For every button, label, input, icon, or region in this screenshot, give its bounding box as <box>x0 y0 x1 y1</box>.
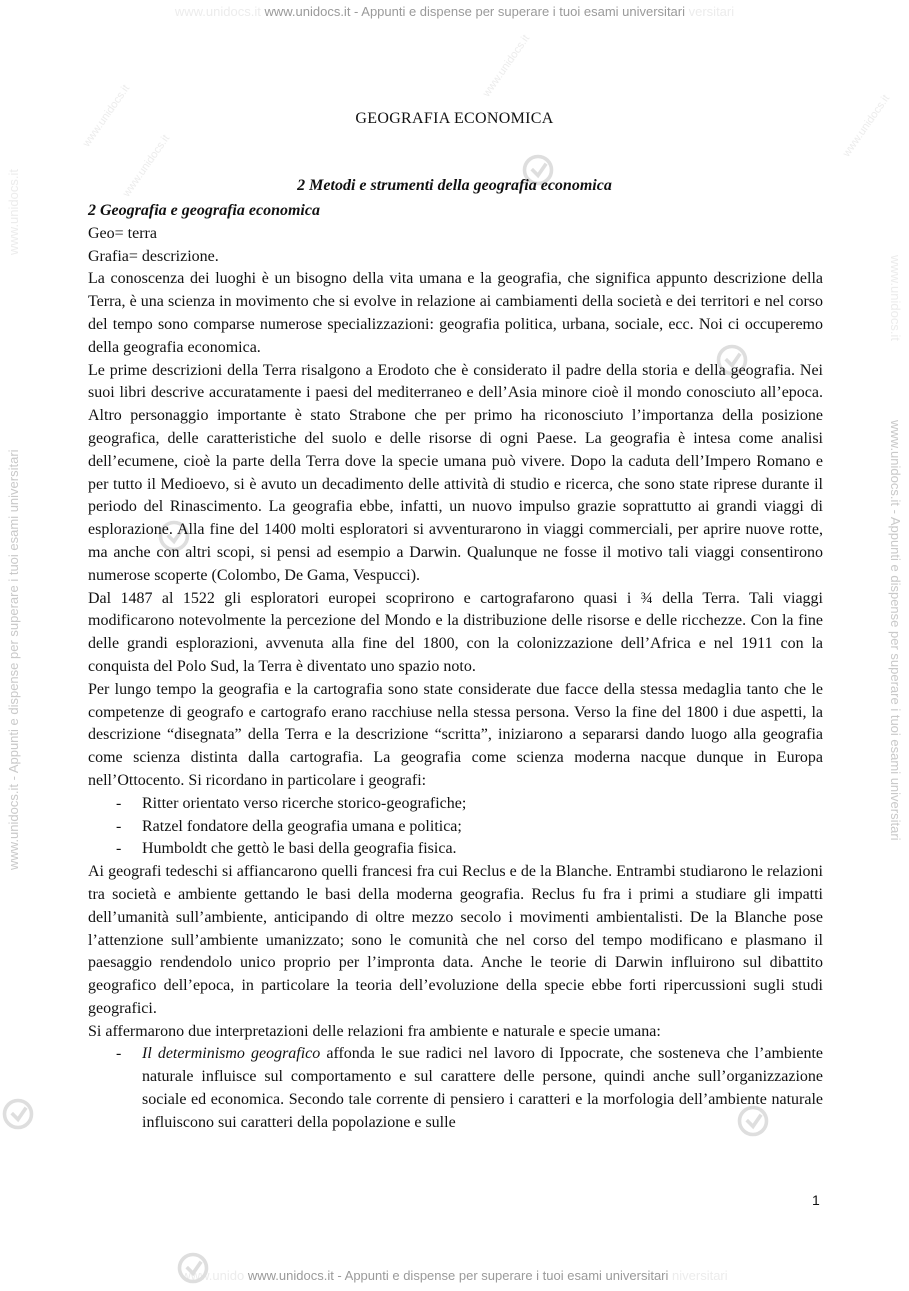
page-number: 1 <box>812 1192 820 1208</box>
paragraph: Dal 1487 al 1522 gli esploratori europei scoprirono e cartografarono quasi i ¾ della Terra. Tali viaggi modificarono notevolmente la percezione del Mondo e la distribuzione delle risorse e delle ricchezze. Con la fine delle grandi esplorazioni, avvenuta alla fine del 1800, con la colonizzazione dell’Africa e nel 1911 con la conquista del Polo Sud, la Terra è diventato uno spazio noto. <box>88 589 823 675</box>
list-item-text: affonda le sue radici nel lavoro di Ippocrate, che sosteneva che l’ambiente naturale influisce sul comportamento e sul carattere delle persone, quindi anche sull’organizzazione sociale ed economica. Secondo tale corrente di pensiero i caratteri e la morfologia dell’ambiente naturale influiscono sui caratteri della popolazione e sulle <box>142 1045 823 1131</box>
list-item-term: Il determinismo geografico <box>142 1045 321 1063</box>
watermark-footer <box>0 1268 909 1283</box>
watermark-left-side: www.unidocs.it - Appunti e dispense per superare i tuoi esami universitari <box>6 449 21 870</box>
watermark-diagonal: www.unidocs.it <box>480 32 533 100</box>
paragraph: Le prime descrizioni della Terra risalgono a Erodoto che è considerato il padre della storia e della geografia. Nei suoi libri descrive accuratamente i paesi del mediterraneo e dell’Asia minore cioè il mondo conosciuto all’epoca. Altro personaggio importante è stato Strabone che per primo ha riconosciuto l’importanza della posizione geografica, delle caratteristiche del suolo e delle risorse di ogni Paese. La geografia è intesa come analisi dell’ecumene, cioè la parte della Terra dove la specie umana può vivere. Dopo la caduta dell’Impero Romano e per tutto il Medioevo, si è avuto un decadimento delle attività di studio e ricerca, che sono state riprese durante il periodo del Rinascimento. La geografia ebbe, infatti, un nuovo impulso grazie soprattutto ai grandi viaggi di esplorazione. Alla fine del 1400 molti esploratori si avventurarono in viaggi commerciali, per aprire nuove rotte, ma anche con altri scopi, si pensi ad esempio a Darwin. Qualunque ne fosse il motivo tali viaggi consentirono numerose scoperte (Colombo, De Gama, Vespucci). <box>88 361 823 584</box>
watermark-ghost-right: versitari <box>688 4 735 19</box>
watermark-right-side: www.unidocs.it - Appunti e dispense per superare i tuoi esami universitari <box>888 420 903 841</box>
unidocs-logo-icon <box>0 1096 36 1132</box>
list-item <box>88 816 823 839</box>
paragraph: Ai geografi tedeschi si affiancarono quelli francesi fra cui Reclus e de la Blanche. Entrambi studiarono le relazioni tra società e ambiente gettando le basi della moderna geografia. Reclus fu fra i primi a studiare gli impatti dell’umanità sull’ambiente, anticipando di oltre mezzo secolo i movimenti ambientalisti. De la Blanche pose l’attenzione sull’ambiente umanizzato; sono le comunità che nel corso del tempo modificano e plasmano il paesaggio rendendolo unico proprio per l’impronta data. Anche le teorie di Darwin influirono sul dibattito geografico dell’epoca, in particolare la teoria dell’evoluzione della specie ebbe forti ripercussioni sugli studi geografici. <box>88 863 823 1017</box>
paragraph: La conoscenza dei luoghi è un bisogno della vita umana e la geografia, che significa appunto descrizione della Terra, è una scienza in movimento che si evolve in relazione ai cambiamenti della società e dei territori e nel corso del tempo sono comparse numerose specializzazioni: geografia politica, urbana, sociale, ecc. Noi ci occuperemo della geografia economica. <box>88 270 823 356</box>
document-title: GEOGRAFIA ECONOMICA <box>355 110 554 127</box>
definition-grafia: Grafia= descrizione. <box>88 247 219 265</box>
watermark-left-ghost: www.unidocs.it <box>6 169 21 255</box>
section-heading: 2 Geografia e geografia economica <box>88 202 320 219</box>
list-item <box>88 838 823 861</box>
list-item <box>88 1043 823 1134</box>
document-body <box>88 200 823 1135</box>
watermark-text-top: www.unidocs.it - Appunti e dispense per superare i tuoi esami universitari <box>264 4 685 19</box>
watermark-header <box>0 4 909 19</box>
unidocs-logo-icon <box>175 1250 211 1286</box>
watermark-right-ghost: www.unidocs.it <box>888 255 903 341</box>
watermark-ghost-left: www.unidocs.it <box>174 4 261 19</box>
list-bullet: - <box>116 794 122 812</box>
interpretations-list <box>88 1043 823 1134</box>
list-bullet: - <box>116 817 122 835</box>
paragraph: Per lungo tempo la geografia e la cartografia sono state considerate due facce della stessa medaglia tanto che le competenze di geografo e cartografo erano racchiuse nella stessa persona. Verso la fine del 1800 i due aspetti, la descrizione “disegnata” della Terra e la descrizione “scritta”, iniziarono a separarsi dando luogo alla geografia come scienza distinta dalla cartografia. La geografia come scienza moderna nacque dunque in Europa nell’Ottocento. Si ricordano in particolare i geografi: <box>88 680 823 789</box>
definition-geo: Geo= terra <box>88 224 157 242</box>
list-item-text: Ratzel fondatore della geografia umana e politica; <box>142 817 462 835</box>
geographers-list <box>88 793 823 861</box>
watermark-diagonal: www.unidocs.it <box>120 132 173 200</box>
watermark-diagonal: www.unidocs.it <box>840 92 893 160</box>
paragraph: Si affermarono due interpretazioni delle relazioni fra ambiente e naturale e specie umana: <box>88 1022 661 1040</box>
list-bullet: - <box>116 1045 122 1063</box>
watermark-ghost-left-bottom: www.unido <box>181 1268 245 1283</box>
watermark-ghost-right-bottom: niversitari <box>672 1268 728 1283</box>
list-bullet: - <box>116 840 122 858</box>
list-item-text: Humboldt che gettò le basi della geografia fisica. <box>142 840 457 858</box>
watermark-diagonal: www.unidocs.it <box>80 82 133 150</box>
watermark-text-bottom: www.unidocs.it - Appunti e dispense per superare i tuoi esami universitari <box>247 1268 669 1283</box>
chapter-subtitle: 2 Metodi e strumenti della geografia economica <box>297 177 612 194</box>
list-item-text: Ritter orientato verso ricerche storico-geografiche; <box>142 794 467 812</box>
list-item <box>88 793 823 816</box>
